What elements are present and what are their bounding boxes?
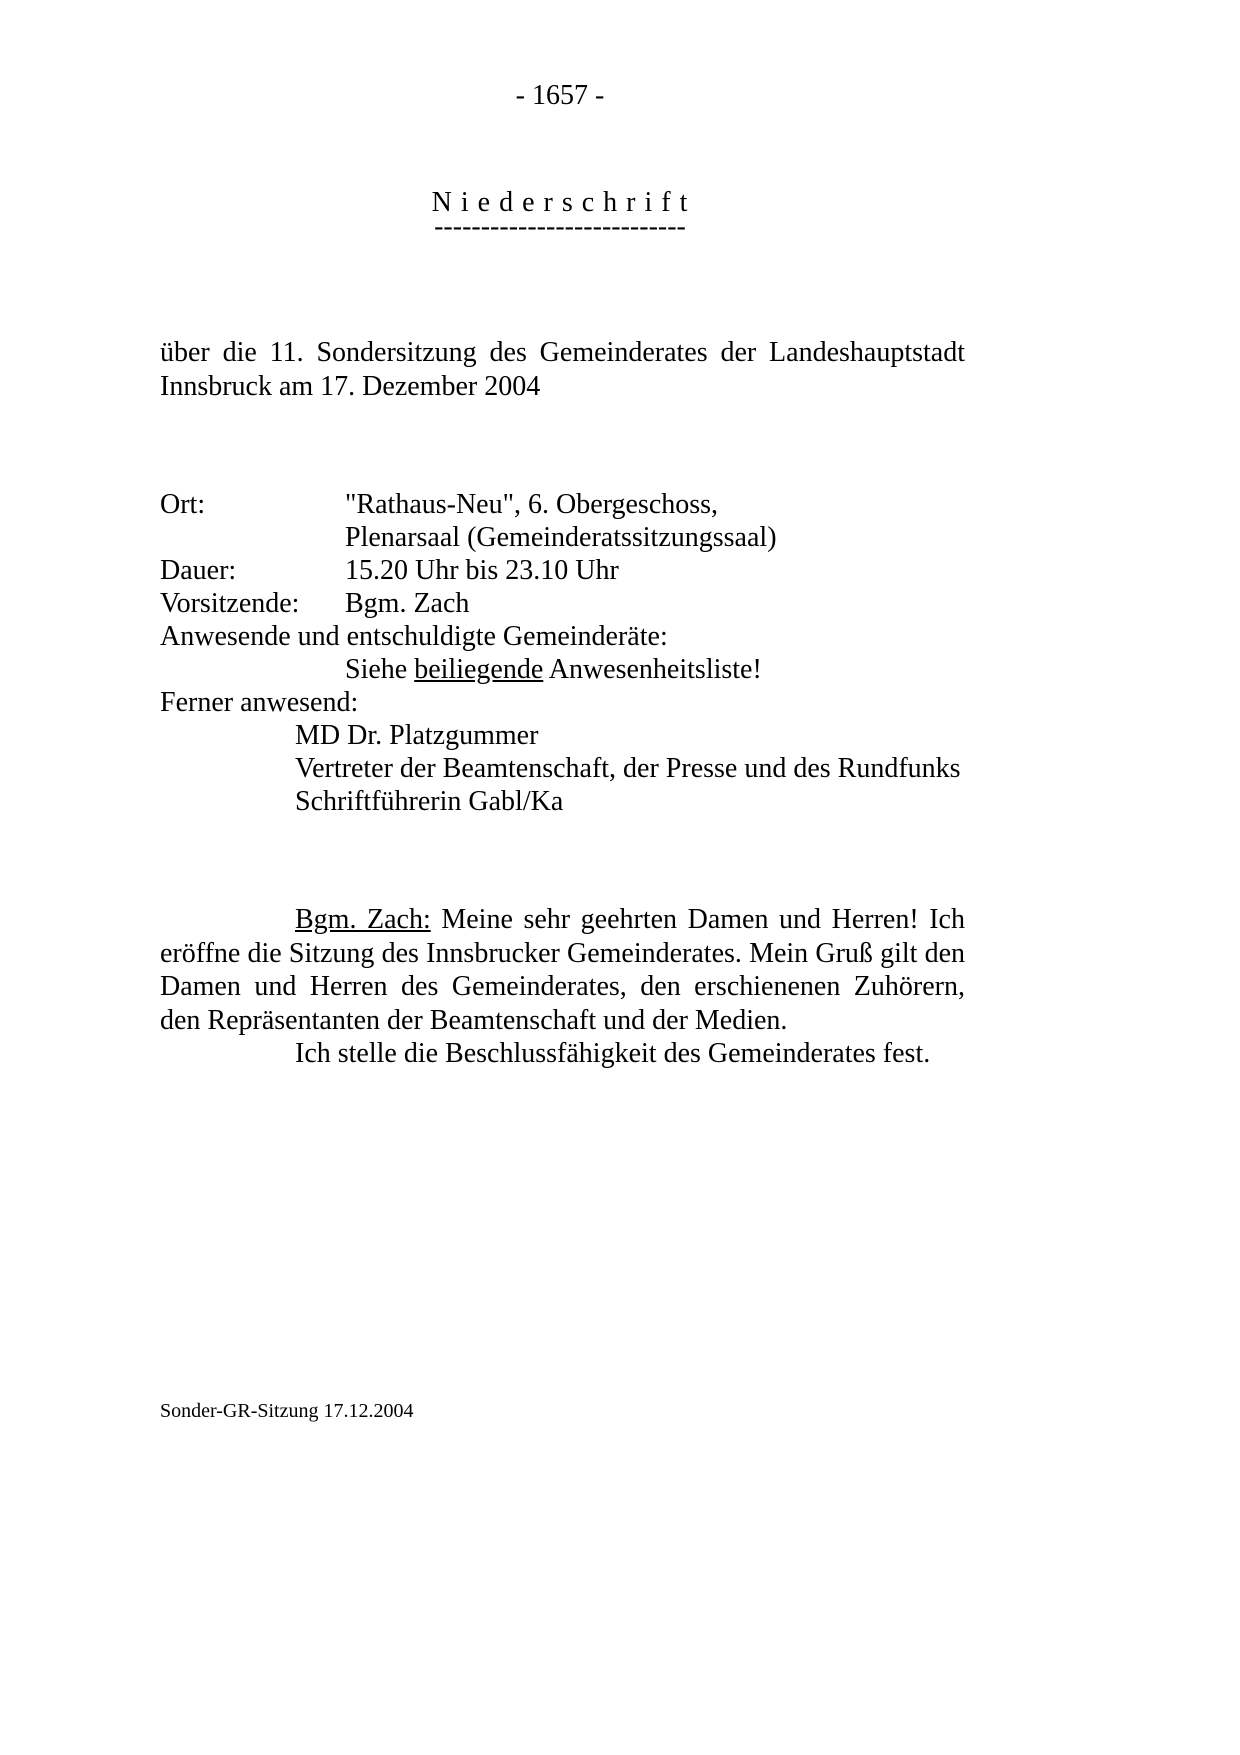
siehe-line	[160, 653, 970, 686]
body-text	[160, 903, 965, 1071]
ort-value-line1: "Rathaus-Neu", 6. Obergeschoss,	[345, 489, 719, 520]
ferner-item: MD Dr. Platzgummer	[295, 720, 539, 751]
intro-paragraph: über die 11. Sondersitzung des Gemeinderates der Landeshauptstadt Innsbruck am 17. Dezember 2004	[160, 337, 965, 402]
dauer-label: Dauer:	[160, 555, 237, 586]
vorsitzende-value: Bgm. Zach	[345, 588, 470, 619]
meta-line-dauer	[160, 554, 970, 587]
title-block	[160, 187, 960, 242]
ferner-item: Schriftführerin Gabl/Ka	[295, 786, 564, 817]
ort-value-line2: Plenarsaal (Gemeinderatssitzungssaal)	[345, 522, 777, 553]
speaker-name: Bgm. Zach:	[295, 904, 431, 935]
siehe-underlined: beiliegende	[414, 654, 544, 685]
speech-text: Meine sehr geehrten Damen und Herren! Ich eröffne die Sitzung des Innsbrucker Gemeinderates. Mein Gruß gilt den Damen und Herren des Gemeinderates, den erschienenen Zuhörern, den Repräsentanten der Beamtenschaft und der Medien.	[160, 904, 965, 1036]
anwesende-line: Anwesende und entschuldigte Gemeinderäte:	[160, 621, 668, 652]
title-underline: ---------------------------	[434, 211, 686, 242]
meeting-meta	[160, 488, 970, 818]
ferner-label: Ferner anwesend:	[160, 687, 359, 718]
speech-paragraph	[160, 903, 965, 1037]
siehe-prefix: Siehe	[345, 654, 415, 685]
siehe-suffix: Anwesenheitsliste!	[543, 654, 762, 685]
dauer-value: 15.20 Uhr bis 23.10 Uhr	[345, 555, 619, 586]
meta-line-vorsitzende	[160, 587, 970, 620]
ort-label: Ort:	[160, 489, 206, 520]
ferner-item: Vertreter der Beamtenschaft, der Presse und des Rundfunks	[295, 753, 961, 784]
meta-line-ort	[160, 488, 970, 521]
vorsitzende-label: Vorsitzende:	[160, 588, 300, 619]
page-number: - 1657 -	[515, 80, 605, 111]
speech-paragraph-2: Ich stelle die Beschlussfähigkeit des Gemeinderates fest.	[295, 1038, 931, 1069]
document-title: N i e d e r s c h r i f t	[431, 187, 689, 218]
footer-text: Sonder-GR-Sitzung 17.12.2004	[160, 1400, 414, 1422]
